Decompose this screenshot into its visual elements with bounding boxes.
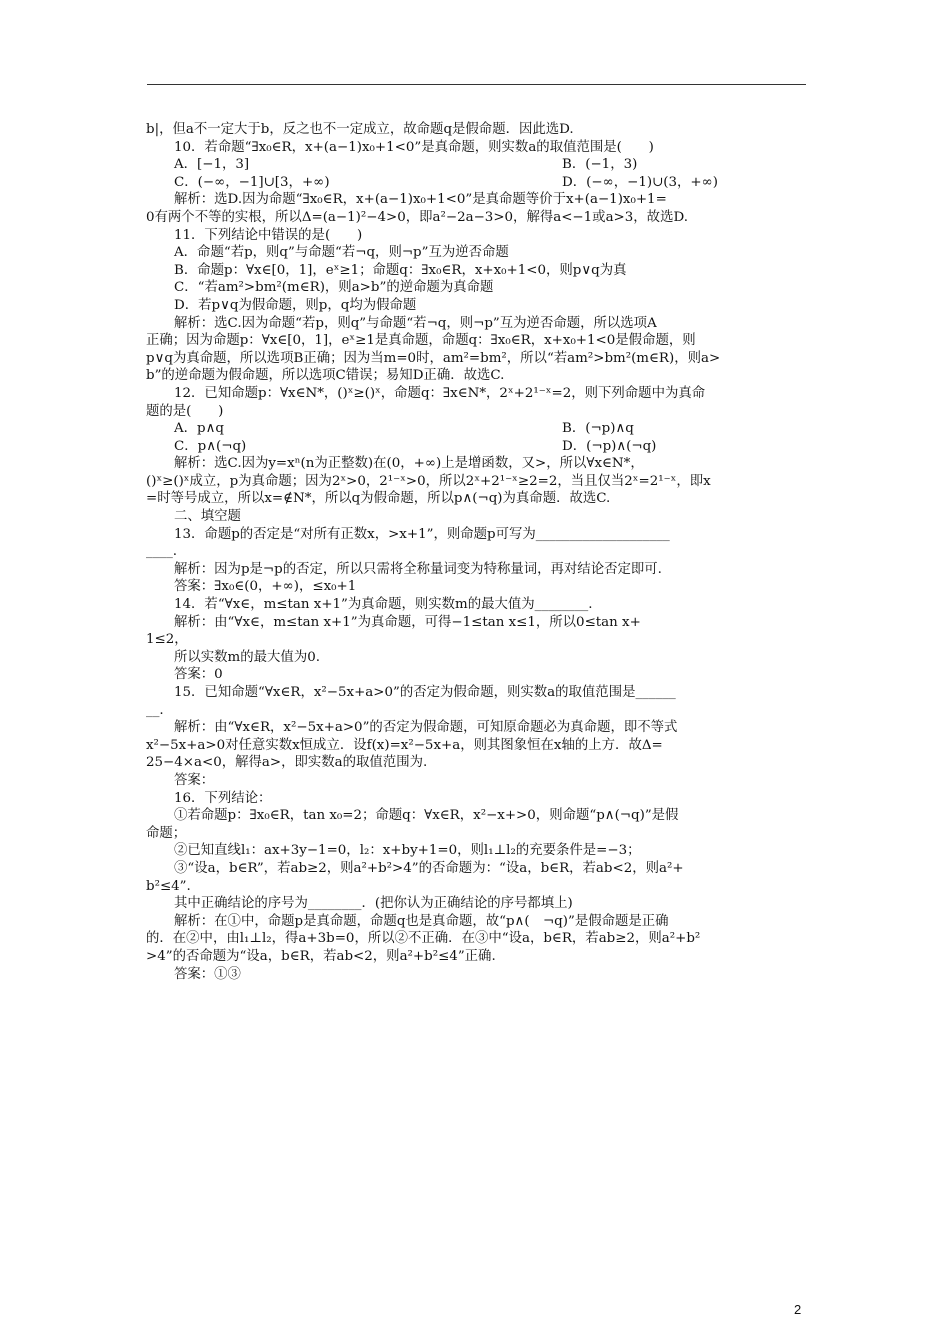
page-number: 2 <box>794 1302 802 1317</box>
option-d: D．(−∞，−1)∪(3，+∞) <box>562 174 719 190</box>
question-11-analysis-cont: 正确；因为命题p：∀x∈[0，1]，eˣ≥1是真命题，命题q：∃x₀∈R，x+x₀+1<0是假命题，则 <box>146 333 696 349</box>
question-13-cont: ____. <box>146 544 178 560</box>
option-d: D．若p∨q为假命题，则p，q均为假命题 <box>174 297 417 313</box>
question-15-cont: __. <box>146 702 164 718</box>
question-15-answer: 答案： <box>174 772 215 788</box>
question-11-analysis-cont: b”的逆命题为假命题，所以选项C错误；易知D正确．故选C. <box>146 368 505 384</box>
question-13-analysis: 解析：因为p是¬p的否定，所以只需将全称量词变为特称量词，再对结论否定即可. <box>174 561 662 577</box>
question-16-analysis-cont: >4”的否命题为“设a，b∈R，若ab<2，则a²+b²≤4”正确. <box>146 948 496 964</box>
option-a: A．命题“若p，则q”与命题“若¬q，则¬p”互为逆否命题 <box>174 245 509 261</box>
question-15: 15．已知命题“∀x∈R，x²−5x+a>0”的否定为假命题，则实数a的取值范围是______ <box>174 685 676 700</box>
question-12-analysis: 解析：选C.因为y=xⁿ(n为正整数)在(0，+∞)上是增函数，又>，所以∀x∈N*， <box>174 456 644 472</box>
question-12: 12．已知命题p：∀x∈N*，()ˣ≥()ˣ，命题q：∃x∈N*，2ˣ+2¹⁻ˣ=2，则下列命题中为真命 <box>174 385 706 401</box>
page-content <box>146 121 810 983</box>
question-16-item-1: ①若命题p：∃x₀∈R，tan x₀=2；命题q：∀x∈R，x²−x+>0，则命题“p∧(¬q)”是假 <box>174 808 679 824</box>
option-c: C．“若am²>bm²(m∈R)，则a>b”的逆命题为真命题 <box>174 280 494 296</box>
previous-answer-tail: b|，但a不一定大于b，反之也不一定成立，故命题q是假命题．因此选D. <box>146 122 574 137</box>
question-16-prompt: 其中正确结论的序号为________．(把你认为正确结论的序号都填上) <box>174 896 573 912</box>
question-10-options-ab <box>146 156 810 174</box>
question-10-analysis: 解析：选D.因为命题“∃x₀∈R，x+(a−1)x₀+1<0”是真命题等价于x+(a−1)x₀+1= <box>174 192 667 208</box>
question-10-options-cd <box>146 174 810 192</box>
question-16-item-3-cont: b²≤4”. <box>146 878 191 894</box>
question-16-item-3: ③“设a，b∈R”，若ab≥2，则a²+b²>4”的否命题为：“设a，b∈R，若ab<2，则a²+ <box>174 860 684 876</box>
question-10-analysis-cont: 0有两个不等的实根，所以Δ=(a−1)²−4>0，即a²−2a−3>0，解得a<−1或a>3，故选D. <box>146 209 688 225</box>
question-11: 11．下列结论中错误的是( ) <box>174 227 363 243</box>
question-16-item-1-cont: 命题； <box>146 825 187 841</box>
question-14-analysis-cont: 1≤2， <box>146 632 188 648</box>
option-b: B．命题p：∀x∈[0，1]，eˣ≥1；命题q：∃x₀∈R，x+x₀+1<0，则p∨q为真 <box>174 262 627 278</box>
option-d: D．(¬p)∧(¬q) <box>562 438 657 454</box>
option-a: A．[−1，3] <box>174 157 250 173</box>
question-15-analysis-cont: x²−5x+a>0对任意实数x恒成立．设f(x)=x²−5x+a，则其图象恒在x轴的上方．故Δ= <box>146 737 663 753</box>
question-12-options-ab <box>146 420 810 438</box>
question-16-analysis: 解析：在①中，命题p是真命题，命题q也是真命题，故“p∧( ¬q)”是假命题是正确 <box>174 913 669 929</box>
question-14: 14．若“∀x∈，m≤tan x+1”为真命题，则实数m的最大值为________. <box>174 597 593 613</box>
question-11-analysis: 解析：选C.因为命题“若p，则q”与命题“若¬q，则¬p”互为逆否命题，所以选项A <box>174 315 657 331</box>
option-b: B．(¬p)∧q <box>562 421 634 437</box>
header-rule <box>147 84 806 85</box>
question-16-answer: 答案：①③ <box>174 966 241 982</box>
question-12-options-cd <box>146 438 810 456</box>
option-a: A．p∧q <box>174 421 225 437</box>
question-14-analysis: 解析：由“∀x∈，m≤tan x+1”为真命题，可得−1≤tan x≤1，所以0≤tan x+ <box>174 614 641 630</box>
question-16: 16．下列结论： <box>174 790 272 806</box>
question-16-analysis-cont: 的．在②中，由l₁⊥l₂，得a+3b=0，所以②不正确．在③中“设a，b∈R，若ab≥2，则a²+b² <box>146 931 701 947</box>
question-15-analysis: 解析：由“∀x∈R，x²−5x+a>0”的否定为假命题，可知原命题必为真命题，即不等式 <box>174 720 678 736</box>
question-12-cont: 题的是( ) <box>146 403 224 419</box>
question-10: 10．若命题“∃x₀∈R，x+(a−1)x₀+1<0”是真命题，则实数a的取值范围是( ) <box>174 139 654 155</box>
question-11-analysis-cont: p∨q为真命题，所以选项B正确；因为当m=0时，am²=bm²，所以“若am²>bm²(m∈R)，则a> <box>146 350 721 366</box>
section-title: 二、填空题 <box>174 509 241 525</box>
option-b: B．(−1，3) <box>562 157 638 173</box>
question-12-analysis-cont: =时等号成立，所以x=∉N*，所以q为假命题，所以p∧(¬q)为真命题．故选C. <box>146 491 611 507</box>
question-14-answer: 答案：0 <box>174 667 223 683</box>
option-c: C．p∧(¬q) <box>174 438 247 454</box>
question-14-analysis-cont: 所以实数m的最大值为0. <box>174 649 320 665</box>
option-c: C．(−∞，−1]∪[3，+∞) <box>174 174 330 190</box>
question-15-analysis-cont: 25−4×a<0，解得a>，即实数a的取值范围为. <box>146 755 428 771</box>
question-12-analysis-cont: ()ˣ≥()ˣ成立，p为真命题；因为2ˣ>0，2¹⁻ˣ>0，所以2ˣ+2¹⁻ˣ≥2=2，当且仅当2ˣ=2¹⁻ˣ，即x <box>146 473 711 489</box>
question-13: 13．命题p的否定是“对所有正数x，>x+1”，则命题p可写为____________________ <box>174 526 670 542</box>
question-13-answer: 答案：∃x₀∈(0，+∞)，≤x₀+1 <box>174 579 357 595</box>
question-16-item-2: ②已知直线l₁：ax+3y−1=0，l₂：x+by+1=0，则l₁⊥l₂的充要条件是=−3； <box>174 843 641 859</box>
